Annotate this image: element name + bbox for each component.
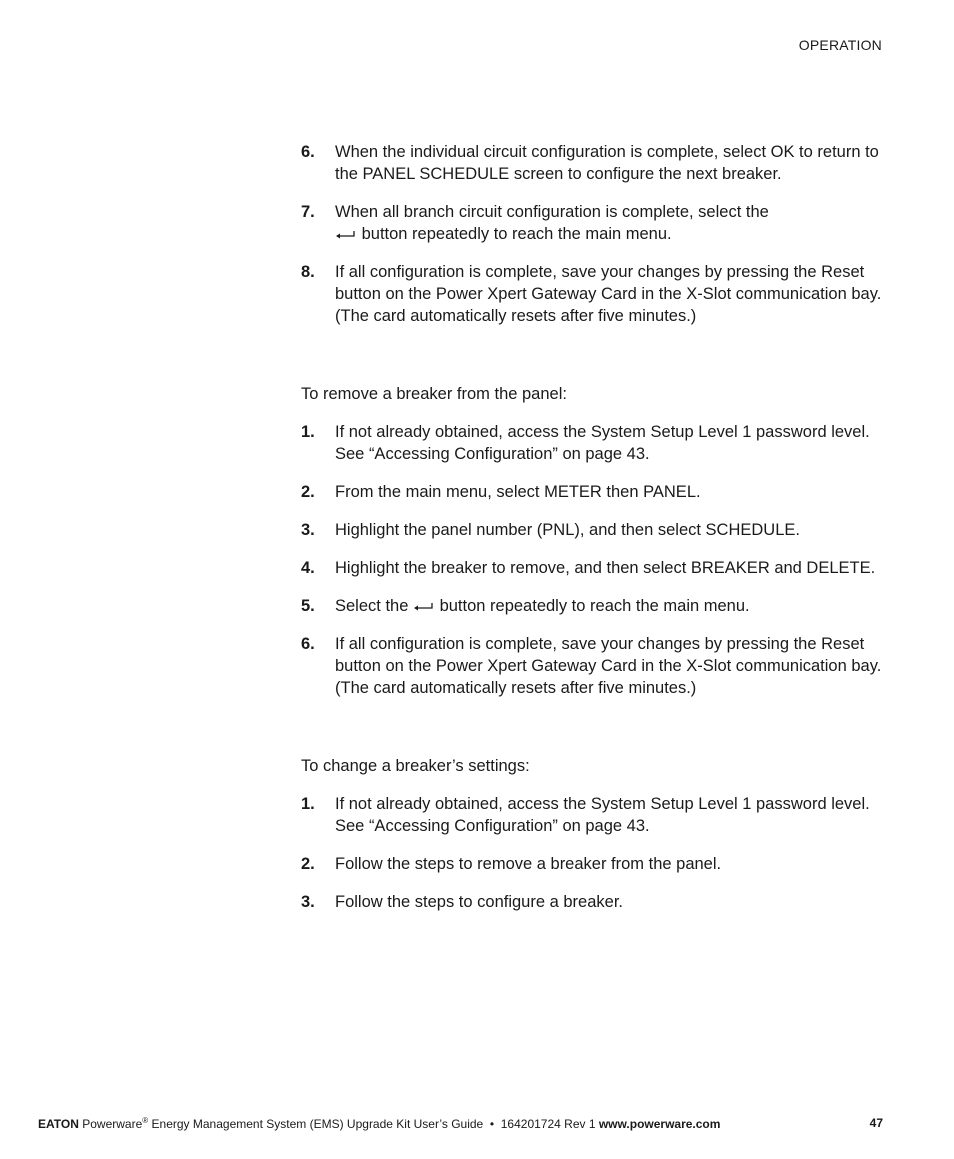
section-intro: To remove a breaker from the panel: xyxy=(301,385,567,403)
step-text-after: button repeatedly to reach the main menu. xyxy=(361,225,672,243)
step-number: 4. xyxy=(301,559,315,577)
step-number: 3. xyxy=(301,893,315,911)
footer-product: Powerware xyxy=(82,1117,143,1131)
step-text: Highlight the panel number (PNL), and then select SCHEDULE. xyxy=(335,521,800,539)
step-text-before: When all branch circuit configuration is complete, select the xyxy=(335,203,769,221)
step-text: If not already obtained, access the System Setup Level 1 password level. See “Accessing Configuration” on page 43. xyxy=(335,795,870,835)
step-number: 2. xyxy=(301,855,315,873)
step-text: If all configuration is complete, save your changes by pressing the Reset button on the Power Xpert Gateway Card in the X-Slot communication bay. (The card automatically resets after five minutes.) xyxy=(335,635,882,697)
section-intro: To change a breaker’s settings: xyxy=(301,757,530,775)
return-arrow-icon xyxy=(335,230,355,240)
list-item xyxy=(301,201,886,245)
step-number: 7. xyxy=(301,203,315,221)
footer-title: Energy Management System (EMS) Upgrade Kit User’s Guide • 164201724 Rev 1 xyxy=(148,1117,599,1131)
section-spacer xyxy=(301,715,886,755)
step-text: From the main menu, select METER then PANEL. xyxy=(335,483,701,501)
step-number: 6. xyxy=(301,635,315,653)
list-item xyxy=(301,261,886,327)
list-item xyxy=(301,519,886,541)
step-text: If all configuration is complete, save your changes by pressing the Reset button on the Power Xpert Gateway Card in the X-Slot communication bay. (The card automatically resets after five minutes.) xyxy=(335,263,882,325)
page-content xyxy=(301,141,886,929)
footer-url: www.powerware.com xyxy=(598,1117,721,1131)
list-item xyxy=(301,853,886,875)
list-item xyxy=(301,557,886,579)
step-text: Follow the steps to remove a breaker from the panel. xyxy=(335,855,722,873)
list-item xyxy=(301,633,886,699)
step-number: 8. xyxy=(301,263,315,281)
page-footer xyxy=(38,1116,883,1131)
step-text: Follow the steps to configure a breaker. xyxy=(335,893,623,911)
page-number: 47 xyxy=(869,1116,883,1130)
step-number: 3. xyxy=(301,521,315,539)
step-text xyxy=(335,595,886,617)
step-text-before: Select the xyxy=(335,597,409,615)
section-spacer xyxy=(301,343,886,383)
step-number: 2. xyxy=(301,483,315,501)
step-text: If not already obtained, access the System Setup Level 1 password level. See “Accessing Configuration” on page 43. xyxy=(335,423,870,463)
step-text: When the individual circuit configuration is complete, select OK to return to the PANEL SCHEDULE screen to configure the next breaker. xyxy=(335,143,879,183)
return-arrow-icon xyxy=(413,602,433,612)
list-item xyxy=(301,421,886,465)
list-item xyxy=(301,891,886,913)
list-item xyxy=(301,481,886,503)
footer-brand: EATON xyxy=(38,1117,79,1131)
list-item xyxy=(301,141,886,185)
step-text-after: button repeatedly to reach the main menu. xyxy=(439,597,750,615)
step-number: 6. xyxy=(301,143,315,161)
section-header: OPERATION xyxy=(798,37,882,53)
step-number: 1. xyxy=(301,795,315,813)
step-number: 5. xyxy=(301,597,315,615)
step-text xyxy=(335,201,886,245)
step-text: Highlight the breaker to remove, and then select BREAKER and DELETE. xyxy=(335,559,876,577)
list-item xyxy=(301,595,886,617)
registered-mark: ® xyxy=(142,1116,149,1125)
step-number: 1. xyxy=(301,423,315,441)
list-item xyxy=(301,793,886,837)
